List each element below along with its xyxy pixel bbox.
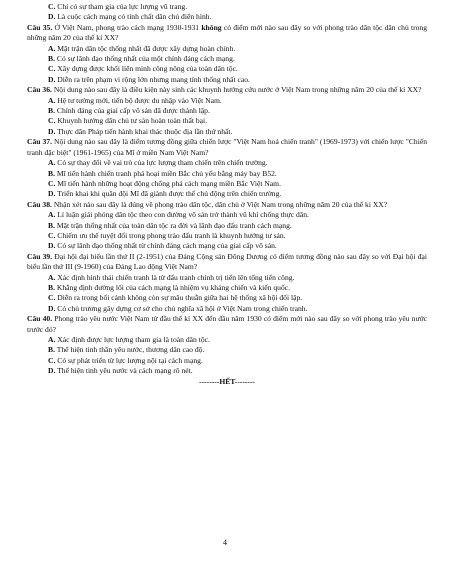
answer-option <box>27 210 427 220</box>
answer-option <box>27 64 427 74</box>
option-letter: C. <box>48 355 56 365</box>
answer-option <box>27 335 427 345</box>
option-letter: C. <box>48 178 56 188</box>
answer-option <box>27 75 427 85</box>
option-text: Diễn ra trong bối cảnh không còn sự mâu thuẫn giữa hai hệ thống xã hội đối lập. <box>57 293 303 303</box>
answer-option <box>27 127 427 137</box>
option-text: Có sự lãnh đạo thống nhất từ chính đảng cách mạng của giai cấp vô sản. <box>57 241 277 251</box>
option-text: Có sự phát triển từ lực lượng nội tại cách mạng. <box>57 355 203 365</box>
answer-option <box>27 96 427 106</box>
option-letter: D. <box>48 12 56 22</box>
question-block <box>27 200 427 252</box>
question-block <box>27 314 427 376</box>
question-stem <box>27 252 427 273</box>
question-block <box>27 252 427 314</box>
option-text: Khuynh hướng dân chủ tư sản hoàn toàn thất bại. <box>57 116 208 126</box>
carryover-options <box>27 2 427 23</box>
answer-option <box>27 44 427 54</box>
option-letter: C. <box>48 116 56 126</box>
option-letter: A. <box>48 95 56 105</box>
end-marker: --------HẾT-------- <box>199 376 255 386</box>
option-letter: A. <box>48 272 56 282</box>
answer-option <box>27 356 427 366</box>
option-text: Mặt trận dân tộc thống nhất đã được xây dựng hoàn chỉnh. <box>57 43 236 53</box>
option-letter: C. <box>48 293 56 303</box>
option-text: Thực dân Pháp tiến hành khai thác thuộc địa lần thứ nhất. <box>57 126 233 136</box>
option-letter: D. <box>48 303 56 313</box>
option-text: Chiếm ưu thế tuyệt đối trong phong trào đấu tranh là khuynh hướng tư sản. <box>57 230 286 240</box>
questions <box>27 23 427 377</box>
option-text: Chỉ có sự tham gia của lực lượng vũ trang. <box>57 2 188 11</box>
option-text: Mĩ tiến hành những hoạt động chống phá cách mạng miền Bắc Việt Nam. <box>57 178 281 188</box>
option-text: Mĩ tiến hành chiến tranh phá hoại miền Bắc chủ yếu bằng máy bay B52. <box>56 168 277 178</box>
option-letter: C. <box>48 2 56 11</box>
answer-option <box>27 231 427 241</box>
answer-option <box>27 106 427 116</box>
answer-option <box>27 169 427 179</box>
option-text: Thể hiện tinh thần yêu nước, thương dân cao độ. <box>56 345 205 355</box>
question-number: Câu 38. <box>27 199 52 209</box>
option-text: Thể hiện tinh yêu nước và cách mạng rõ nét. <box>57 366 193 376</box>
question-number: Câu 39. <box>27 251 53 261</box>
question-text: Ở Việt Nam, phong trào cách mạng 1930-1931 <box>54 22 200 32</box>
option-letter: A. <box>48 43 56 53</box>
answer-option <box>27 221 427 231</box>
answer-option <box>27 304 427 314</box>
question-text: Nội dung nào sau đây là điều kiện này sinh các khuynh hướng cứu nước ở Việt Nam trong những năm 20 của thế kỉ XX? <box>53 85 422 95</box>
question-text: Đại hội đại biểu lần thứ II (2-1951) của Đảng Cộng sản Đông Dương có điểm tương đồng nào sau đây so với Đại hội đại biểu lần thứ III (9-1960) của Đảng Lao động Việt Nam? <box>27 251 427 272</box>
answer-option <box>27 54 427 64</box>
option-letter: B. <box>48 345 55 355</box>
question-number: Câu 37. <box>27 137 52 147</box>
question-text: Nhận xét nào sau đây là đúng về phong trào dân tộc, dân chủ ở Việt Nam trong những năm 20 của thế kỉ XX? <box>53 199 388 209</box>
option-letter: A. <box>48 335 56 344</box>
option-letter: D. <box>48 74 56 84</box>
answer-option <box>27 283 427 293</box>
question-stem <box>27 314 427 335</box>
answer-option <box>27 366 427 376</box>
answer-option <box>27 293 427 303</box>
question-block <box>27 85 427 137</box>
option-letter: D. <box>48 189 56 199</box>
question-text-cont: có điểm mới nào sau đây so với phong trào dân tộc dân chủ trong những năm 20 của thế kỉ XX? <box>27 22 428 43</box>
option-text: Xây dựng được khối liên minh công nông của toàn dân tộc. <box>57 64 238 74</box>
question-stem <box>27 23 427 44</box>
option-text: Lí luận giải phóng dân tộc theo con đường vô sản trở thành vũ khí chống thực dân. <box>57 210 309 220</box>
option-text: Là cuộc cách mạng có tính chất dân chủ điển hình. <box>57 12 212 22</box>
option-letter: B. <box>48 54 55 64</box>
option-text: Chính đảng của giai cấp vô sản đã được thành lập. <box>56 106 210 116</box>
option-letter: B. <box>48 168 55 178</box>
answer-option <box>27 345 427 355</box>
option-letter: A. <box>48 210 56 220</box>
question-block <box>27 23 427 85</box>
question-emphasis: không <box>201 22 222 32</box>
question-stem <box>27 137 427 158</box>
option-letter: B. <box>48 282 55 292</box>
option-text: Xác định được lực lượng tham gia là toàn dân tộc. <box>57 335 210 344</box>
option-text: Mặt trận thống nhất của toàn dân tộc ra đời và lãnh đạo đấu tranh cách mạng. <box>56 220 292 230</box>
option-text: Diễn ra trên phạm vi rộng lớn nhưng mang tính thống nhất cao. <box>57 74 250 84</box>
option-text: Khẳng định đường lối của cách mạng là nhiệm vụ kháng chiến và kiến quốc. <box>56 282 291 292</box>
answer-option <box>27 116 427 126</box>
question-number: Câu 40. <box>27 314 53 324</box>
answer-option <box>27 179 427 189</box>
question-list <box>27 2 427 387</box>
question-stem <box>27 200 427 210</box>
question-number: Câu 36. <box>27 85 52 95</box>
option-letter: B. <box>48 106 55 116</box>
option-text: Có sự thay đổi về vai trò của lực lượng tham chiến trên chiến trường. <box>57 158 268 168</box>
question-number: Câu 35. <box>27 22 53 32</box>
option-letter: D. <box>48 366 56 376</box>
answer-option <box>27 12 427 22</box>
question-block <box>27 137 427 199</box>
option-letter: C. <box>48 230 56 240</box>
option-text: Xác định hình thái chiến tranh là từ đấu tranh chính trị tiến lên tổng tiến công. <box>57 272 295 282</box>
answer-option <box>27 189 427 199</box>
page-number: 4 <box>223 538 227 547</box>
answer-option <box>27 273 427 283</box>
option-letter: D. <box>48 241 56 251</box>
option-letter: D. <box>48 126 56 136</box>
option-letter: C. <box>48 64 56 74</box>
answer-option <box>27 2 427 12</box>
option-text: Có chủ trương gây dựng cơ sở cho chủ nghĩa xã hội ở Việt Nam trong chiến tranh. <box>57 303 308 313</box>
option-letter: A. <box>48 158 56 168</box>
option-letter: B. <box>48 220 55 230</box>
option-text: Hệ tư tưởng mới, tiến bộ được du nhập vào Việt Nam. <box>57 95 222 105</box>
option-text: Có sự lãnh đạo thống nhất của một chính đảng cách mạng. <box>56 54 235 64</box>
answer-option <box>27 158 427 168</box>
option-text: Triển khai khi quân đội Mĩ đã giành được thế chủ động trên chiến trường. <box>57 189 282 199</box>
question-text: Phong trào yêu nước Việt Nam từ đầu thế kỉ XX đến đầu năm 1930 có điểm mới nào sau đây so với phong trào yêu nước trước đó? <box>27 314 427 334</box>
question-text: Nội dung nào sau đây là điểm tương đồng giữa chiến lược "Việt Nam hoá chiến tranh" (1969-1973) với chiến lược "Chiến tranh đặc biệt" (1961-1965) của Mĩ ở miền Nam Việt Nam? <box>27 137 427 157</box>
answer-option <box>27 241 427 251</box>
question-stem <box>27 85 427 95</box>
